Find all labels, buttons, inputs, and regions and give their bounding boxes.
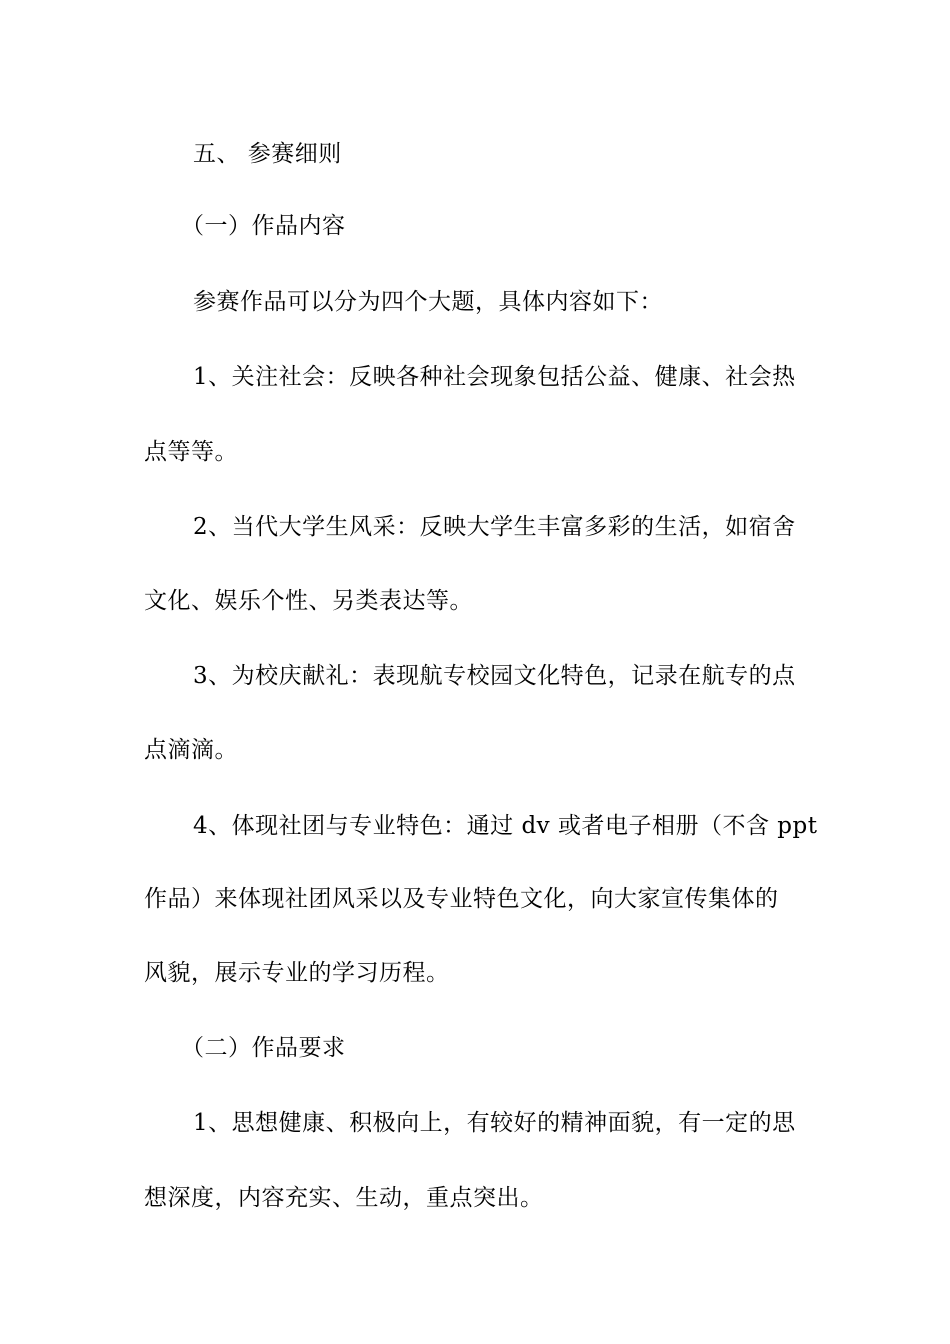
item-4-line-3: 风貌，展示专业的学习历程。 (144, 960, 450, 986)
subsection-heading-content: （一）作品内容 (181, 213, 346, 239)
item-2-line-1: 2、当代大学生风采：反映大学生丰富多彩的生活，如宿舍 (193, 514, 796, 540)
item-2-line-2: 文化、娱乐个性、另类表达等。 (144, 588, 473, 614)
item-1-line-1: 1、关注社会：反映各种社会现象包括公益、健康、社会热 (193, 364, 796, 390)
intro-paragraph: 参赛作品可以分为四个大题，具体内容如下： (193, 289, 663, 315)
requirement-1-line-2: 想深度，内容充实、生动，重点突出。 (144, 1185, 544, 1211)
item-3-line-2: 点滴滴。 (144, 737, 238, 763)
item-4-line-2: 作品）来体现社团风采以及专业特色文化，向大家宣传集体的 (144, 886, 779, 912)
section-heading: 五、 参赛细则 (193, 141, 342, 167)
item-4-line-1: 4、体现社团与专业特色：通过 dv 或者电子相册（不含 ppt (193, 813, 818, 839)
item-3-line-1: 3、为校庆献礼：表现航专校园文化特色，记录在航专的点 (193, 663, 796, 689)
subsection-heading-requirements: （二）作品要求 (181, 1035, 346, 1061)
item-1-line-2: 点等等。 (144, 439, 238, 465)
requirement-1-line-1: 1、思想健康、积极向上，有较好的精神面貌，有一定的思 (193, 1110, 796, 1136)
